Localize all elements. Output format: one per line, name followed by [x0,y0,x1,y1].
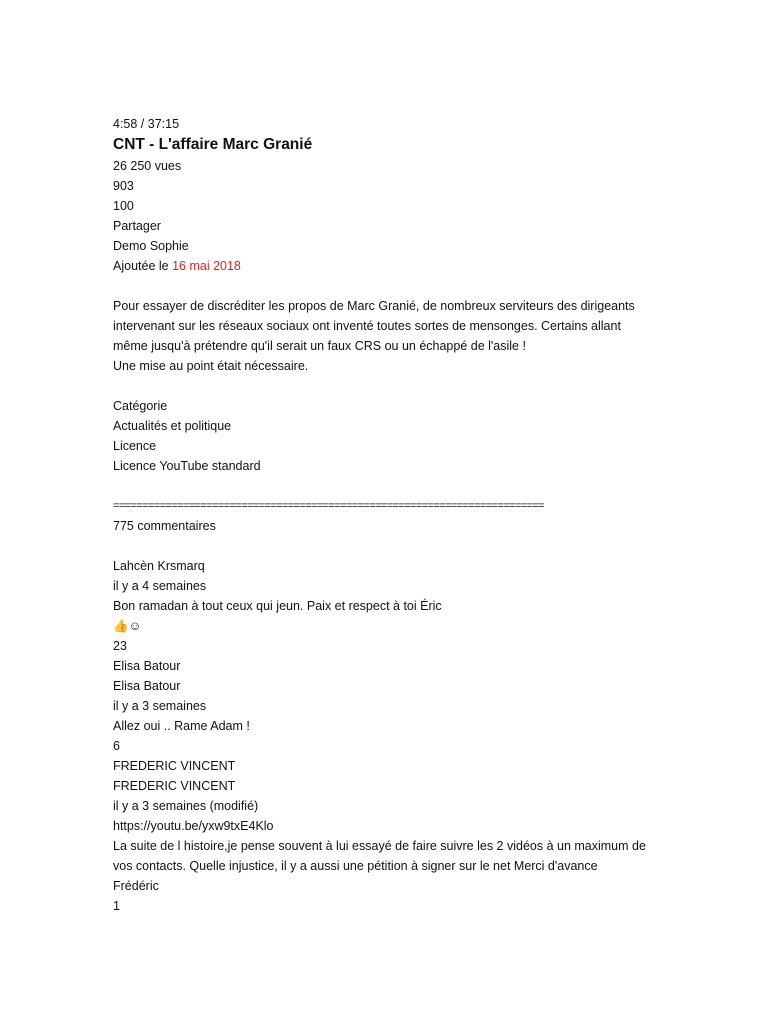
description-line: intervenant sur les réseaux sociaux ont inventé toutes sortes de mensonges. Certains allant [113,319,621,333]
comments-count: 775 commentaires [113,519,216,533]
channel-name: Demo Sophie [113,239,189,253]
category-label: Catégorie [113,399,168,413]
document-page [113,114,653,916]
comment-likes: 23 [113,639,127,653]
comment-text: Frédéric [113,879,159,893]
comment-text: vos contacts. Quelle injustice, il y a aussi une pétition à signer sur le net Merci d'avance [113,859,598,873]
share-label: Partager [113,219,161,233]
added-date-line [113,256,653,276]
description-line: Pour essayer de discréditer les propos de Marc Granié, de nombreux serviteurs des dirigeants [113,299,635,313]
spacer [113,276,653,296]
spacer [113,476,653,496]
video-title: CNT - L'affaire Marc Granié [113,136,313,153]
comment-emoji: 👍☺ [113,619,142,633]
comment-likes: 6 [113,739,120,753]
comment-likes: 1 [113,899,120,913]
spacer [113,376,653,396]
comment-time: il y a 4 semaines [113,579,207,593]
description-line: Une mise au point était nécessaire. [113,359,309,373]
license-label: Licence [113,439,157,453]
comment-author-header: Elisa Batour [113,659,181,673]
description-line: même jusqu'à prétendre qu'il serait un faux CRS ou un échappé de l'asile ! [113,339,526,353]
comment-link: https://youtu.be/yxw9txE4Klo [113,819,274,833]
comment-author: Lahcèn Krsmarq [113,559,205,573]
comment-author: FREDERIC VINCENT [113,779,236,793]
comment-author: Elisa Batour [113,679,181,693]
comment-text: La suite de l histoire,je pense souvent à lui essayé de faire suivre les 2 vidéos à un maximum de [113,839,646,853]
separator-line: ========================================================================== [113,500,544,512]
comment-author-header: FREDERIC VINCENT [113,759,236,773]
comment-text: Allez oui .. Rame Adam ! [113,719,250,733]
license-value: Licence YouTube standard [113,459,261,473]
added-date: 16 mai 2018 [172,259,241,273]
comment-time: il y a 3 semaines [113,699,207,713]
spacer [113,536,653,556]
dislike-count: 100 [113,199,134,213]
comment-time: il y a 3 semaines (modifié) [113,799,259,813]
view-count: 26 250 vues [113,159,182,173]
like-count: 903 [113,179,134,193]
category-value: Actualités et politique [113,419,232,433]
video-timestamp: 4:58 / 37:15 [113,117,180,131]
comment-text: Bon ramadan à tout ceux qui jeun. Paix et respect à toi Éric [113,599,442,613]
added-prefix: Ajoutée le [113,259,173,273]
